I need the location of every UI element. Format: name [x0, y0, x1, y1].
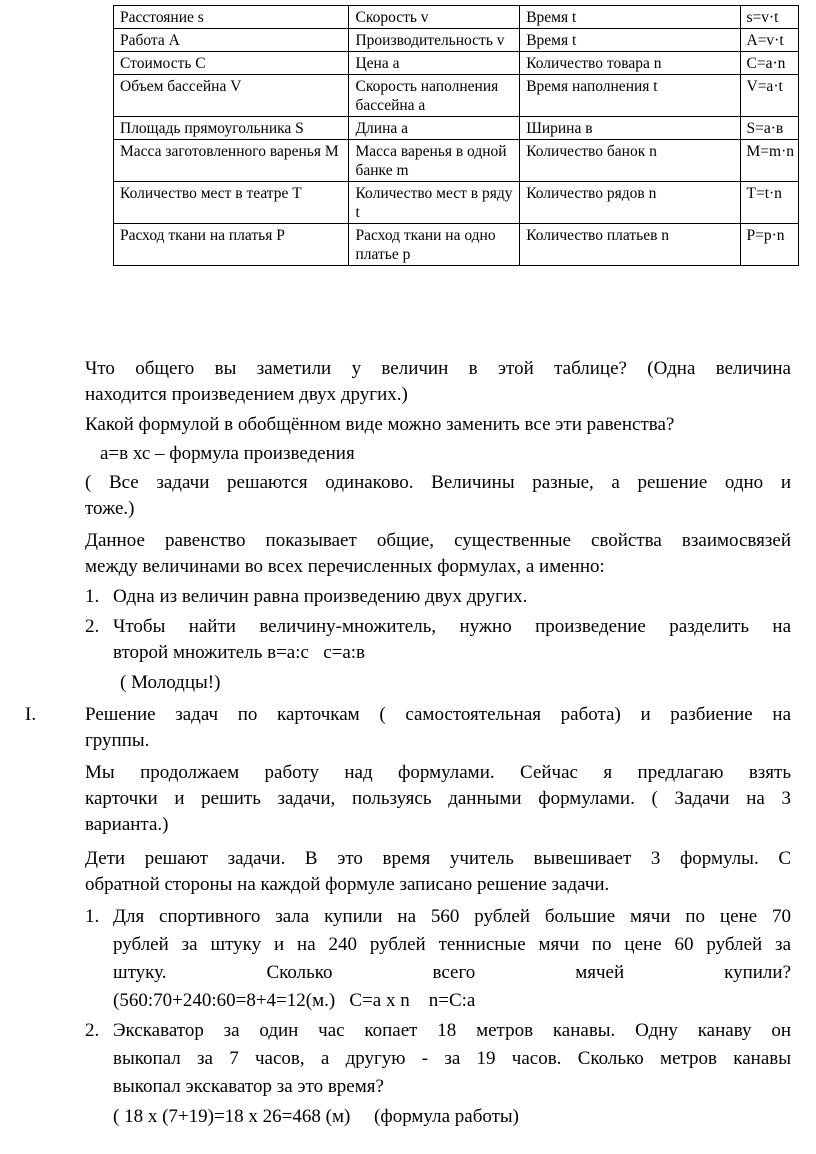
table-cell: Расход ткани на платья Р	[114, 224, 349, 266]
table-cell: Ширина в	[520, 117, 740, 140]
table-cell: Работа А	[114, 29, 349, 52]
table-cell: Цена а	[349, 52, 520, 75]
task-number: 1.	[85, 906, 100, 927]
table-row	[114, 224, 799, 266]
table-cell: Время наполнения t	[520, 75, 740, 117]
table-cell: Расстояние s	[114, 6, 349, 29]
all-tasks-line: ( Все задачи решаются одинаково. Величины разные, а решение одно и	[85, 472, 791, 493]
table-cell: C=a·n	[740, 52, 799, 75]
continue-line: варианта.)	[85, 814, 169, 835]
table-row	[114, 140, 799, 182]
task-line: рублей за штуку и на 240 рублей теннисные мячи по цене 60 рублей за	[113, 934, 791, 955]
kids-line: Дети решают задачи. В это время учитель вывешивает 3 формулы. С	[85, 848, 791, 869]
table-cell: P=p·n	[740, 224, 799, 266]
table-cell: Стоимость С	[114, 52, 349, 75]
table-cell: Количество банок n	[520, 140, 740, 182]
task-line: Экскаватор за один час копает 18 метров канавы. Одну канаву он	[113, 1020, 791, 1041]
table-cell: Количество мест в ряду t	[349, 182, 520, 224]
all-tasks-line: тоже.)	[85, 498, 135, 519]
table-cell: S=a·в	[740, 117, 799, 140]
question-common-line: находится произведением двух других.)	[85, 384, 408, 405]
table-cell: Масса варенья в одной банке m	[349, 140, 520, 182]
table-cell: A=v·t	[740, 29, 799, 52]
task-number: 2.	[85, 1020, 100, 1041]
table-cell: Количество товара n	[520, 52, 740, 75]
list-number: 1.	[85, 586, 100, 607]
table-cell: Время t	[520, 29, 740, 52]
section-heading: Решение задач по карточкам ( самостоятельная работа) и разбиение на	[85, 704, 791, 725]
equality-line: между величинами во всех перечисленных формулах, а именно:	[85, 556, 605, 577]
task-line: выкопал за 7 часов, а другую - за 19 часов. Сколько метров канавы	[113, 1048, 791, 1069]
section-number: I.	[25, 704, 37, 725]
list-item: второй множитель в=а:с с=а:в	[113, 642, 366, 663]
list-number: 2.	[85, 616, 100, 637]
table-cell: Объем бассейна V	[114, 75, 349, 117]
table-cell: T=t·n	[740, 182, 799, 224]
kids-line: обратной стороны на каждой формуле записано решение задачи.	[85, 874, 610, 895]
table-cell: V=a·t	[740, 75, 799, 117]
table-row	[114, 6, 799, 29]
table-row	[114, 182, 799, 224]
table-cell: Скорость наполнения бассейна а	[349, 75, 520, 117]
praise-text: ( Молодцы!)	[120, 672, 221, 693]
question-formula: Какой формулой в обобщённом виде можно заменить все эти равенства?	[85, 414, 675, 435]
task-line: штуку. Сколько всего мячей купили?	[113, 962, 791, 983]
table-cell: s=v·t	[740, 6, 799, 29]
section-heading: группы.	[85, 730, 150, 751]
task-solution: (560:70+240:60=8+4=12(м.) С=а х n n=С:а	[113, 990, 476, 1011]
table-cell: Производительность v	[349, 29, 520, 52]
task-solution: ( 18 х (7+19)=18 х 26=468 (м) (формула работы)	[113, 1106, 520, 1127]
equality-line: Данное равенство показывает общие, существенные свойства взаимосвязей	[85, 530, 791, 551]
table-cell: Количество платьев n	[520, 224, 740, 266]
continue-line: Мы продолжаем работу над формулами. Сейчас я предлагаю взять	[85, 762, 791, 783]
table-cell: Скорость v	[349, 6, 520, 29]
reference-table	[113, 5, 799, 266]
table-cell: M=m·n	[740, 140, 799, 182]
table-cell: Длина а	[349, 117, 520, 140]
table-cell: Количество рядов n	[520, 182, 740, 224]
table-cell: Площадь прямоугольника S	[114, 117, 349, 140]
table-row	[114, 75, 799, 117]
table-cell: Время t	[520, 6, 740, 29]
table-cell: Количество мест в театре Т	[114, 182, 349, 224]
table-row	[114, 117, 799, 140]
task-line: Для спортивного зала купили на 560 рублей большие мячи по цене 70	[113, 906, 791, 927]
table-cell: Расход ткани на одно платье р	[349, 224, 520, 266]
list-item: Чтобы найти величину-множитель, нужно произведение разделить на	[113, 616, 791, 637]
task-line: выкопал экскаватор за это время?	[113, 1076, 384, 1097]
question-common-line: Что общего вы заметили у величин в этой таблице? (Одна величина	[85, 358, 791, 379]
table-row	[114, 52, 799, 75]
continue-line: карточки и решить задачи, пользуясь данными формулами. ( Задачи на 3	[85, 788, 791, 809]
table-cell: Масса заготовленного варенья М	[114, 140, 349, 182]
list-item: Одна из величин равна произведению двух других.	[113, 586, 528, 607]
generalized-formula: а=в хс – формула произведения	[100, 443, 355, 464]
table-row	[114, 29, 799, 52]
